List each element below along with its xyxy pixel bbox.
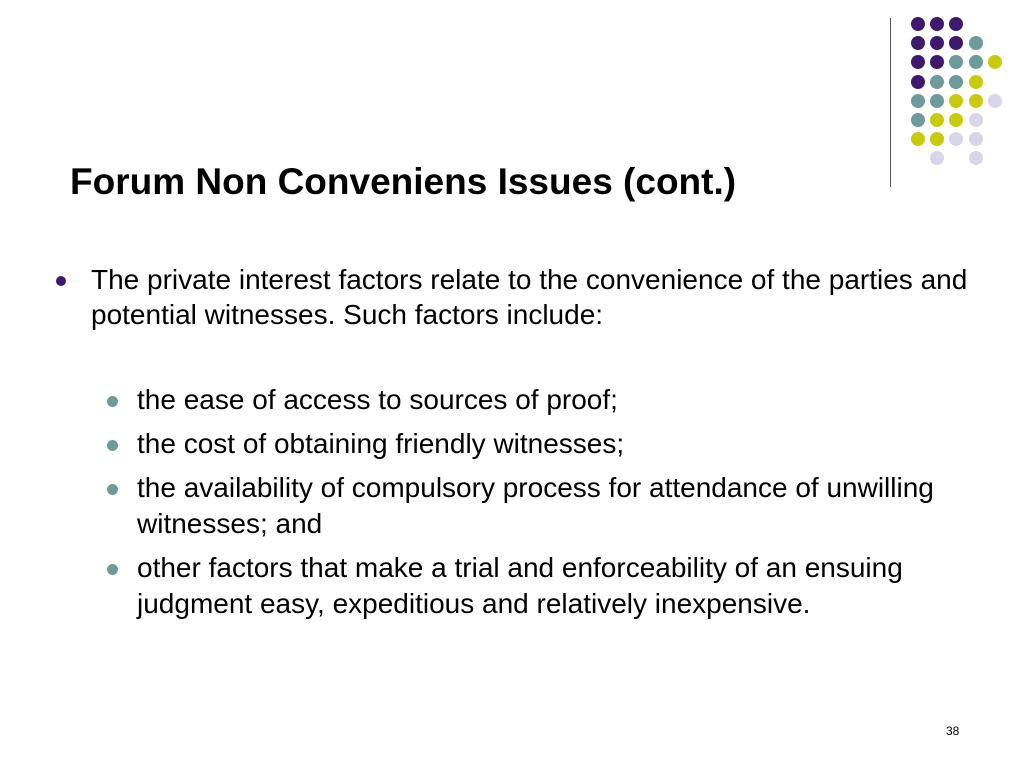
decorative-dot — [911, 55, 925, 69]
decorative-dot — [988, 94, 1002, 108]
bullet-main-text: The private interest factors relate to the convenience of the parties and potential witnesses. Such factors include: — [91, 264, 968, 330]
decorative-dot — [930, 75, 944, 89]
decorative-dot — [930, 94, 944, 108]
decorative-dot — [930, 55, 944, 69]
decorative-dot — [911, 36, 925, 50]
decorative-dot — [911, 75, 925, 89]
decorative-dot — [949, 75, 963, 89]
decorative-dot — [930, 17, 944, 31]
bullet-dot-icon — [107, 564, 118, 575]
sub-bullet-item — [56, 426, 986, 462]
decorative-dot — [969, 94, 983, 108]
decorative-dot — [969, 75, 983, 89]
decorative-dot — [911, 132, 925, 146]
bullet-main — [56, 262, 986, 332]
page-number: 38 — [946, 724, 960, 738]
bullet-dot-icon — [107, 484, 118, 495]
slide-title: Forum Non Conveniens Issues (cont.) — [70, 161, 737, 202]
sub-bullet-item — [56, 470, 986, 542]
slide-body — [56, 262, 986, 630]
sub-bullet-text: the cost of obtaining friendly witnesses; — [137, 428, 625, 459]
sub-bullet-list — [56, 382, 986, 622]
decorative-dot — [911, 17, 925, 31]
decorative-dot — [949, 113, 963, 127]
bullet-dot-icon — [56, 276, 66, 286]
decorative-dot — [930, 36, 944, 50]
decorative-dot — [949, 132, 963, 146]
decorative-dot — [969, 113, 983, 127]
decorative-dot — [969, 36, 983, 50]
decorative-dot — [949, 94, 963, 108]
divider-line — [890, 18, 891, 187]
sub-bullet-text: the availability of compulsory process for attendance of unwilling witnesses; and — [137, 472, 934, 539]
sub-bullet-item — [56, 382, 986, 418]
decorative-dot — [988, 55, 1002, 69]
decorative-dot — [911, 94, 925, 108]
decorative-dot — [911, 113, 925, 127]
decorative-dot — [969, 132, 983, 146]
bullet-dot-icon — [107, 396, 118, 407]
bullet-dot-icon — [107, 440, 118, 451]
decorative-dot — [949, 55, 963, 69]
sub-bullet-text: the ease of access to sources of proof; — [137, 384, 618, 415]
decorative-dot — [930, 132, 944, 146]
sub-bullet-text: other factors that make a trial and enforceability of an ensuing judgment easy, expeditious and relatively inexpensive. — [137, 552, 903, 619]
decorative-dot — [969, 151, 983, 165]
decorative-dot — [949, 36, 963, 50]
sub-bullet-item — [56, 550, 986, 622]
decorative-dot — [949, 17, 963, 31]
decorative-dot — [930, 151, 944, 165]
decorative-dot — [930, 113, 944, 127]
decorative-dot — [969, 55, 983, 69]
